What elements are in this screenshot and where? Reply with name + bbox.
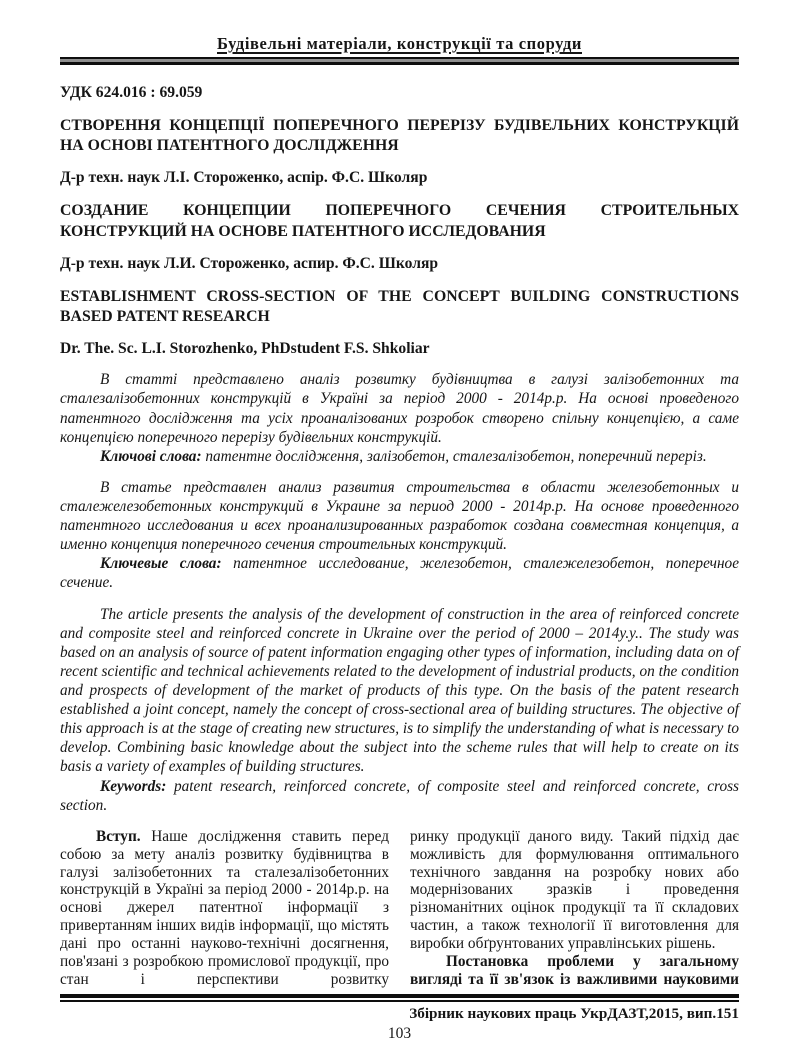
keywords-label-en: Keywords:: [100, 777, 167, 795]
problem-statement-heading: Постановка проблеми у загальному вигляді та її зв'язок із важливими науковими: [410, 952, 739, 988]
journal-section-title: Будівельні матеріали, конструкції та споруди: [217, 34, 582, 53]
page-number: 103: [387, 1024, 412, 1042]
abstract-ru-keywords: [60, 554, 739, 592]
footer-rule: [60, 994, 739, 1002]
authors-en: Dr. The. Sc. L.I. Storozhenko, PhDstudent F.S. Shkoliar: [60, 340, 430, 358]
journal-reference: Збірник наукових праць УкрДАЗТ,2015, вип.151: [409, 1004, 739, 1022]
abstract-uk-text: В статті представлено аналіз розвитку будівництва в галузі залізобетонних та сталезалізобетонних конструкцій в Україні за період 2000 - 2014р.р. На основі проведеного патентного дослідження та усіх проаналізованих розробок створено спільну концепцією, а саме концепцією поперечного перерізу будівельних конструкцій.: [60, 371, 739, 446]
authors-uk: Д-р техн. наук Л.І. Стороженко, аспір. Ф.С. Школяр: [60, 169, 428, 187]
intro-lead: Вступ.: [96, 827, 141, 845]
body-paragraph-continuation: ринку продукції даного виду. Такий підхід дає можливість для формулювання оптимального технічного завдання на розробку нових або модернізованих зразків і проведення різноманітних оцінок продукції та її складових частин, а також технології її виготовлення для виробки обґрунтованих управлінських рішень.: [410, 827, 739, 953]
article-title-en: ESTABLISHMENT CROSS-SECTION OF THE CONCEPT BUILDING CONSTRUCTIONS BASED PATENT RESEARCH: [60, 287, 739, 326]
running-head: [60, 34, 739, 54]
keywords-label-uk: Ключові слова:: [100, 447, 202, 465]
two-column-body: [60, 828, 739, 989]
body-column-right: [410, 828, 739, 989]
keywords-label-ru: Ключевые слова:: [100, 555, 222, 573]
abstract-ru-text: В статье представлен анализ развития строительства в области железобетонных и сталежелезобетонных конструкций в Украине за период 2000 - 2014р.р. На основе проведенного патентного исследования и всех проанализированных разработок создана совместная концепция, а именно концепция поперечного сечения строительных конструкций.: [60, 478, 739, 554]
authors-ru: Д-р техн. наук Л.И. Стороженко, аспир. Ф.С. Школяр: [60, 254, 439, 272]
keywords-en: patent research, reinforced concrete, of composite steel and reinforced concrete, cross section.: [60, 777, 739, 814]
abstract-ru: [60, 478, 739, 593]
article-title-uk: СТВОРЕННЯ КОНЦЕПЦІЇ ПОПЕРЕЧНОГО ПЕРЕРІЗУ БУДІВЕЛЬНИХ КОНСТРУКЦІЙ НА ОСНОВІ ПАТЕНТНОГО ДОСЛІДЖЕННЯ: [60, 117, 739, 155]
keywords-ru: патентное исследование, железобетон, сталежелезобетон, поперечное сечение.: [60, 555, 739, 592]
keywords-uk: патентне дослідження, залізобетон, сталезалізобетон, поперечний переріз.: [201, 447, 707, 465]
intro-text: Наше дослідження ставить перед собою за мету аналіз розвитку будівництва в галузі залізобетонних та сталезалізобетонних конструкцій в Україні за період 2000 - 2014р.р. на основі джерел патентної інформації з привертанням інших видів інформації, що містять дані про останні науково-технічні досягнення, пов'язані з розробкою промислової продукції, про стан і перспективи розвитку: [60, 827, 389, 988]
body-column-left: [60, 828, 389, 989]
header-rule: [60, 57, 739, 65]
abstract-en: [60, 605, 739, 815]
udc-code: УДК 624.016 : 69.059: [60, 84, 203, 101]
intro-paragraph: [60, 828, 389, 989]
abstract-en-keywords: [60, 777, 739, 815]
abstract-uk: [60, 370, 739, 466]
abstract-en-text: The article presents the analysis of the development of construction in the area of reinforced concrete and composite steel and reinforced concrete in Ukraine over the period of 2000 – 2014y.y.. The study was based on an analysis of source of patent information engaging other types of information, including data on of recent scientific and technical achievements related to the development of industrial products, on the condition and prospects of development of the market of products of this type. On the basis of the patent research established a joint concept, namely the concept of cross-sectional area of building structures. The objective of this approach is at the stage of creating new structures, is to simplify the understanding of what is necessary to develop. Combining basic knowledge about the subject into the scheme rules that will help to create on its basis a variety of examples of building structures.: [60, 605, 739, 776]
article-title-ru: СОЗДАНИЕ КОНЦЕПЦИИ ПОПЕРЕЧНОГО СЕЧЕНИЯ СТРОИТЕЛЬНЫХ КОНСТРУКЦИЙ НА ОСНОВЕ ПАТЕНТНОГО ИССЛЕДОВАНИЯ: [60, 202, 739, 240]
abstract-uk-keywords: [60, 447, 739, 466]
